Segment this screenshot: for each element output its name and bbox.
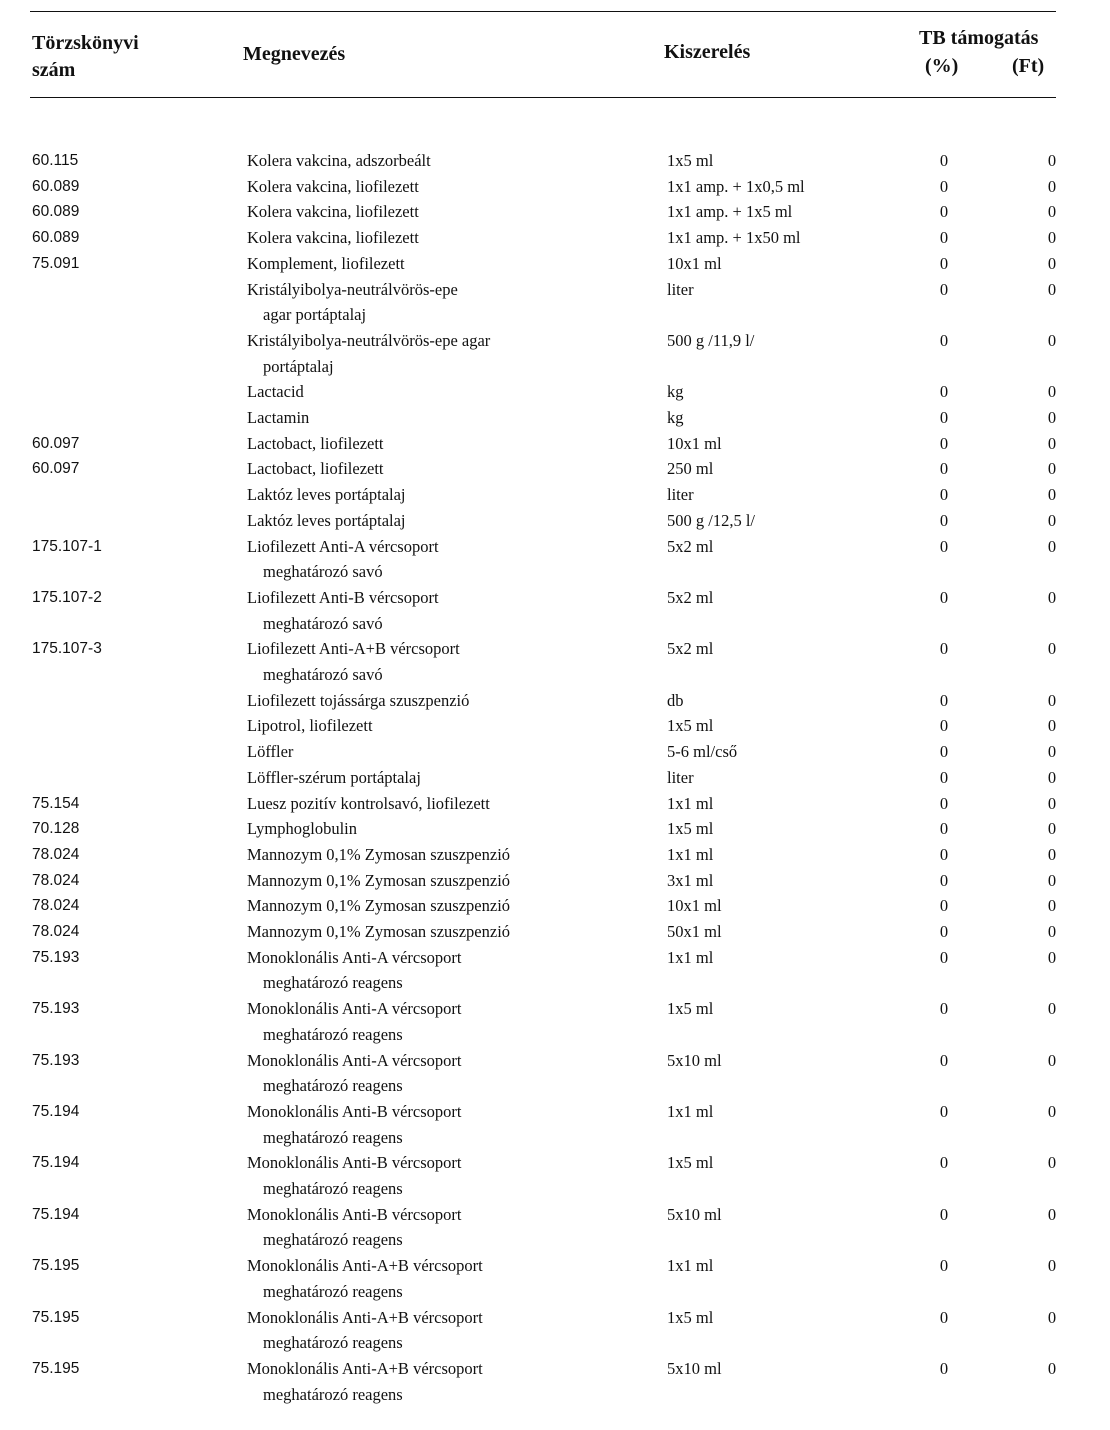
product-name-cell: Monoklonális Anti-B vércsoport [247,1153,462,1173]
product-name-cell: Monoklonális Anti-A vércsoport [247,1050,462,1070]
registration-number-cell: 75.091 [32,254,80,272]
header-percent: (%) [925,55,959,77]
tb-percent-cell: 0 [939,330,949,350]
tb-forint-cell: 0 [1047,228,1057,248]
tb-percent-cell: 0 [939,896,949,916]
registration-number-cell: 78.024 [32,845,80,863]
top-rule [30,11,1056,12]
tb-forint-cell: 0 [1047,999,1057,1019]
product-name-continuation: meghatározó savó [263,664,383,684]
product-name-cell: Monoklonális Anti-B vércsoport [247,1101,462,1121]
tb-forint-cell: 0 [1047,947,1057,967]
table-row [0,893,1110,919]
tb-percent-cell: 0 [939,767,949,787]
table-row [0,688,1110,714]
product-name-cell: Lactobact, liofilezett [247,433,384,453]
tb-percent-cell: 0 [939,228,949,248]
header-registration-line2: szám [32,59,76,81]
product-name-continuation: meghatározó reagens [263,1281,403,1301]
product-name-cell: Lymphoglobulin [247,819,358,839]
product-name-cell: Kristályibolya-neutrálvörös-epe [247,279,458,299]
tb-forint-cell: 0 [1047,793,1057,813]
packaging-cell: 500 g /12,5 l/ [667,510,756,530]
product-name-cell: Laktóz leves portáptalaj [247,510,406,530]
tb-percent-cell: 0 [939,253,949,273]
table-row [0,508,1110,534]
tb-forint-cell: 0 [1047,870,1057,890]
table-row [0,739,1110,765]
packaging-cell: 10x1 ml [667,433,722,453]
tb-percent-cell: 0 [939,999,949,1019]
tb-forint-cell: 0 [1047,922,1057,941]
header-name: Megnevezés [243,43,346,65]
packaging-cell: 5x10 ml [667,1050,722,1070]
product-name-cell: Löffler [247,742,294,762]
tb-percent-cell: 0 [939,408,949,427]
tb-percent-cell: 0 [939,536,949,556]
table-row [0,713,1110,739]
tb-percent-cell: 0 [939,1101,949,1121]
registration-number-cell: 70.128 [32,820,80,838]
registration-number-cell: 75.193 [32,948,80,966]
tb-percent-cell: 0 [939,279,949,299]
table-row [0,636,1110,684]
registration-number-cell: 175.107-1 [32,537,102,555]
packaging-cell: 500 g /11,9 l/ [667,330,755,350]
table-row [0,996,1110,1044]
product-name-cell: Lipotrol, liofilezett [247,716,373,736]
packaging-cell: 5x2 ml [667,587,714,607]
packaging-cell: 1x1 amp. + 1x5 ml [667,202,793,222]
product-name-cell: Monoklonális Anti-A vércsoport [247,947,462,967]
tb-forint-cell: 0 [1047,767,1057,787]
tb-percent-cell: 0 [939,1307,949,1327]
packaging-cell: 5x10 ml [667,1358,722,1378]
tb-forint-cell: 0 [1047,819,1057,839]
tb-percent-cell: 0 [939,1204,949,1224]
tb-forint-cell: 0 [1047,1358,1057,1378]
product-name-cell: Laktóz leves portáptalaj [247,485,406,505]
tb-forint-cell: 0 [1047,690,1057,710]
product-name-cell: Kolera vakcina, adszorbeált [247,151,431,170]
table-row [0,1253,1110,1301]
product-name-continuation: meghatározó reagens [263,1384,403,1404]
header-forint: (Ft) [1012,55,1045,77]
product-name-cell: Liofilezett tojássárga szuszpenzió [247,690,470,710]
product-name-cell: Kolera vakcina, liofilezett [247,202,419,222]
tb-percent-cell: 0 [939,870,949,890]
tb-percent-cell: 0 [939,844,949,864]
product-name-continuation: meghatározó reagens [263,1333,403,1353]
product-name-cell: Mannozym 0,1% Zymosan szuszpenzió [247,896,511,916]
packaging-cell: 1x5 ml [667,716,714,736]
table-row [0,482,1110,508]
tb-percent-cell: 0 [939,690,949,710]
packaging-cell: 5x10 ml [667,1204,722,1224]
packaging-cell: 1x1 ml [667,793,714,813]
registration-number-cell: 75.195 [32,1308,80,1326]
table-row [0,1099,1110,1147]
table-row [0,585,1110,633]
packaging-cell: 1x1 amp. + 1x0,5 ml [667,176,805,196]
product-name-cell: Monoklonális Anti-A vércsoport [247,999,462,1019]
tb-forint-cell: 0 [1047,459,1057,479]
registration-number-cell: 60.089 [32,203,80,221]
tb-percent-cell: 0 [939,587,949,607]
table-row [0,277,1110,325]
tb-forint-cell: 0 [1047,716,1057,736]
tb-forint-cell: 0 [1047,485,1057,505]
tb-percent-cell: 0 [939,639,949,659]
table-row [0,328,1110,376]
header-packaging: Kiszerelés [664,41,751,63]
tb-forint-cell: 0 [1047,279,1057,299]
packaging-cell: 1x5 ml [667,1307,714,1327]
packaging-cell: 1x1 ml [667,947,714,967]
product-name-cell: Lactamin [247,408,310,427]
tb-percent-cell: 0 [939,459,949,479]
registration-number-cell: 60.089 [32,177,80,195]
tb-forint-cell: 0 [1047,510,1057,530]
product-name-cell: Luesz pozitív kontrolsavó, liofilezett [247,793,490,813]
tb-forint-cell: 0 [1047,1050,1057,1070]
packaging-cell: 10x1 ml [667,253,722,273]
tb-forint-cell: 0 [1047,896,1057,916]
product-name-continuation: meghatározó reagens [263,1230,403,1250]
packaging-cell: 5x2 ml [667,536,714,556]
product-name-continuation: meghatározó reagens [263,1127,403,1147]
tb-percent-cell: 0 [939,433,949,453]
table-row [0,1150,1110,1198]
table-row [0,868,1110,894]
tb-percent-cell: 0 [939,922,949,941]
table-row [0,919,1110,945]
table-row [0,791,1110,817]
table-row [0,842,1110,868]
registration-number-cell: 78.024 [32,897,80,915]
tb-percent-cell: 0 [939,151,949,170]
tb-percent-cell: 0 [939,793,949,813]
tb-percent-cell: 0 [939,510,949,530]
registration-number-cell: 78.024 [32,871,80,889]
tb-percent-cell: 0 [939,947,949,967]
table-row [0,379,1110,405]
packaging-cell: liter [667,279,694,299]
table-row [0,456,1110,482]
table-row [0,148,1110,174]
packaging-cell: 250 ml [667,459,714,479]
tb-percent-cell: 0 [939,202,949,222]
table-row [0,816,1110,842]
product-name-continuation: meghatározó reagens [263,1178,403,1198]
packaging-cell: 1x5 ml [667,819,714,839]
registration-number-cell: 75.194 [32,1102,80,1120]
packaging-cell: kg [667,408,684,427]
tb-forint-cell: 0 [1047,742,1057,762]
product-name-continuation: meghatározó reagens [263,1076,403,1096]
tb-forint-cell: 0 [1047,382,1057,402]
product-name-continuation: agar portáptalaj [263,305,367,325]
registration-number-cell: 75.195 [32,1257,80,1275]
tb-percent-cell: 0 [939,1050,949,1070]
packaging-cell: 1x1 ml [667,1101,714,1121]
tb-forint-cell: 0 [1047,1153,1057,1173]
product-name-cell: Mannozym 0,1% Zymosan szuszpenzió [247,844,511,864]
registration-number-cell: 60.097 [32,460,80,478]
header-tb-support: TB támogatás [919,27,1039,49]
product-name-continuation: portáptalaj [263,356,334,376]
table-row [0,431,1110,457]
table-row [0,534,1110,582]
table-row [0,225,1110,251]
tb-forint-cell: 0 [1047,587,1057,607]
tb-forint-cell: 0 [1047,1204,1057,1224]
tb-percent-cell: 0 [939,716,949,736]
registration-number-cell: 60.089 [32,229,80,247]
packaging-cell: kg [667,382,684,402]
packaging-cell: 1x1 ml [667,1256,714,1276]
packaging-cell: 5x2 ml [667,639,714,659]
table-row [0,1356,1110,1404]
product-name-continuation: meghatározó reagens [263,1024,403,1044]
tb-forint-cell: 0 [1047,253,1057,273]
header-registration-line1: Törzskönyvi [32,32,139,54]
packaging-cell: 1x1 ml [667,844,714,864]
header-bottom-rule [30,97,1056,98]
registration-number-cell: 60.097 [32,434,80,452]
product-name-cell: Löffler-szérum portáptalaj [247,767,421,787]
product-name-continuation: meghatározó reagens [263,973,403,993]
registration-number-cell: 60.115 [32,152,79,169]
tb-percent-cell: 0 [939,1358,949,1378]
tb-forint-cell: 0 [1047,151,1057,170]
tb-forint-cell: 0 [1047,408,1057,427]
tb-percent-cell: 0 [939,485,949,505]
tb-percent-cell: 0 [939,819,949,839]
registration-number-cell: 75.194 [32,1154,80,1172]
product-name-cell: Kolera vakcina, liofilezett [247,228,419,248]
tb-forint-cell: 0 [1047,1101,1057,1121]
tb-forint-cell: 0 [1047,330,1057,350]
tb-forint-cell: 0 [1047,176,1057,196]
table-row [0,405,1110,431]
table-row [0,1305,1110,1353]
tb-forint-cell: 0 [1047,1256,1057,1276]
packaging-cell: liter [667,767,694,787]
registration-number-cell: 78.024 [32,923,80,940]
product-name-cell: Liofilezett Anti-A+B vércsoport [247,639,460,659]
product-name-cell: Lactacid [247,382,304,402]
registration-number-cell: 75.154 [32,794,80,812]
packaging-cell: 10x1 ml [667,896,722,916]
table-row [0,765,1110,791]
packaging-cell: 3x1 ml [667,870,714,890]
product-name-cell: Mannozym 0,1% Zymosan szuszpenzió [247,870,511,890]
packaging-cell: 50x1 ml [667,922,722,941]
product-name-continuation: meghatározó savó [263,613,383,633]
product-name-cell: Kolera vakcina, liofilezett [247,176,419,196]
product-name-cell: Monoklonális Anti-B vércsoport [247,1204,462,1224]
packaging-cell: 1x1 amp. + 1x50 ml [667,228,801,248]
packaging-cell: 1x5 ml [667,151,714,170]
product-name-cell: Komplement, liofilezett [247,253,405,273]
product-name-cell: Mannozym 0,1% Zymosan szuszpenzió [247,922,511,941]
registration-number-cell: 75.193 [32,1000,80,1018]
tb-percent-cell: 0 [939,742,949,762]
table-row [0,1202,1110,1250]
tb-percent-cell: 0 [939,1153,949,1173]
registration-number-cell: 75.193 [32,1051,80,1069]
table-row [0,251,1110,277]
tb-percent-cell: 0 [939,176,949,196]
tb-percent-cell: 0 [939,382,949,402]
registration-number-cell: 75.195 [32,1359,80,1377]
product-name-cell: Liofilezett Anti-B vércsoport [247,587,439,607]
table-row [0,199,1110,225]
product-name-cell: Monoklonális Anti-A+B vércsoport [247,1256,483,1276]
packaging-cell: 5-6 ml/cső [667,742,738,762]
product-name-cell: Kristályibolya-neutrálvörös-epe agar [247,330,491,350]
tb-forint-cell: 0 [1047,202,1057,222]
registration-number-cell: 75.194 [32,1205,80,1223]
product-name-cell: Lactobact, liofilezett [247,459,384,479]
product-name-continuation: meghatározó savó [263,562,383,582]
tb-forint-cell: 0 [1047,844,1057,864]
product-name-cell: Monoklonális Anti-A+B vércsoport [247,1307,483,1327]
tb-forint-cell: 0 [1047,1307,1057,1327]
table-row [0,945,1110,993]
tb-forint-cell: 0 [1047,536,1057,556]
tb-forint-cell: 0 [1047,433,1057,453]
tb-percent-cell: 0 [939,1256,949,1276]
table-row [0,1048,1110,1096]
product-name-cell: Liofilezett Anti-A vércsoport [247,536,439,556]
registration-number-cell: 175.107-3 [32,640,102,658]
product-name-cell: Monoklonális Anti-A+B vércsoport [247,1358,483,1378]
packaging-cell: liter [667,485,694,505]
table-row [0,174,1110,200]
tb-forint-cell: 0 [1047,639,1057,659]
registration-number-cell: 175.107-2 [32,588,102,606]
packaging-cell: db [667,690,684,710]
packaging-cell: 1x5 ml [667,1153,714,1173]
packaging-cell: 1x5 ml [667,999,714,1019]
